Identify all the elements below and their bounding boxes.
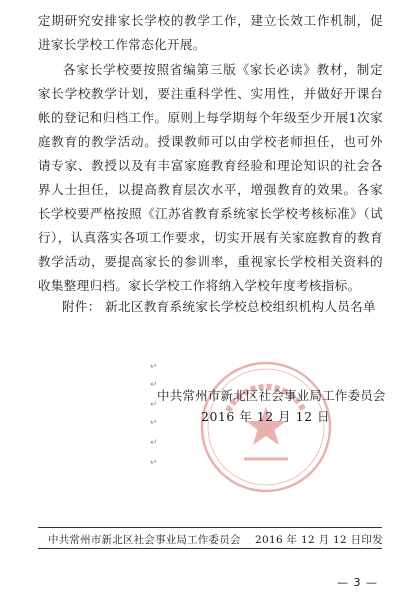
official-seal-icon [198, 359, 334, 495]
blank-line-mark: ↵ [150, 380, 158, 390]
signing-date: 2016 年 12 月 12 日 [201, 409, 330, 424]
footer-issuer: 中共常州市新北区社会事业局工作委员会 [48, 534, 241, 546]
blank-line-mark: ↵ [150, 438, 158, 448]
attachment-line: 附件： 新北区教育系统家长学校总校组织机构人员名单 [62, 299, 376, 314]
footer-top-rule [38, 527, 382, 528]
body-paragraph-1: 定期研究安排家长学校的教学工作，建立长效工作机制，促进家长学校工作常态化开展。 [38, 13, 383, 52]
page-number: — 3 — [337, 576, 378, 589]
footer-issue-date: 2016 年 12 月 12 日印发 [255, 534, 384, 546]
footer-bottom-rule [38, 548, 382, 549]
blank-line-mark: ↵ [150, 418, 158, 428]
blank-line-mark: ↵ [150, 400, 158, 410]
blank-line-mark: ↵ [150, 362, 158, 372]
signing-organization: 中共常州市新北区社会事业局工作委员会 [157, 388, 386, 403]
body-paragraph-2: 各家长学校要按照省编第三版《家长必读》教材，制定家长学校教学计划，要注重科学性、实用性，并做好开课台帐的登记和归档工作。原则上每学期每个年级至少开展1次家庭教育的教学活动。授课教师可以由学校老师担任，也可外请专家、教授以及有丰富家庭教育经验和理论知识的社会各界人士担任，以提高教育层次水平，增强教育的效果。各家长学校要严格按照《江苏省教育系统家长学校考核标准》（试行），认真落实各项工作要求，切实开展有关家庭教育的教育教学活动，要提高家长的参训率，重视家长学校相关资料的收集整理归档。家长学校工作将纳入学校年度考核指标。 [38, 62, 383, 293]
blank-line-mark: ↵ [150, 458, 158, 468]
